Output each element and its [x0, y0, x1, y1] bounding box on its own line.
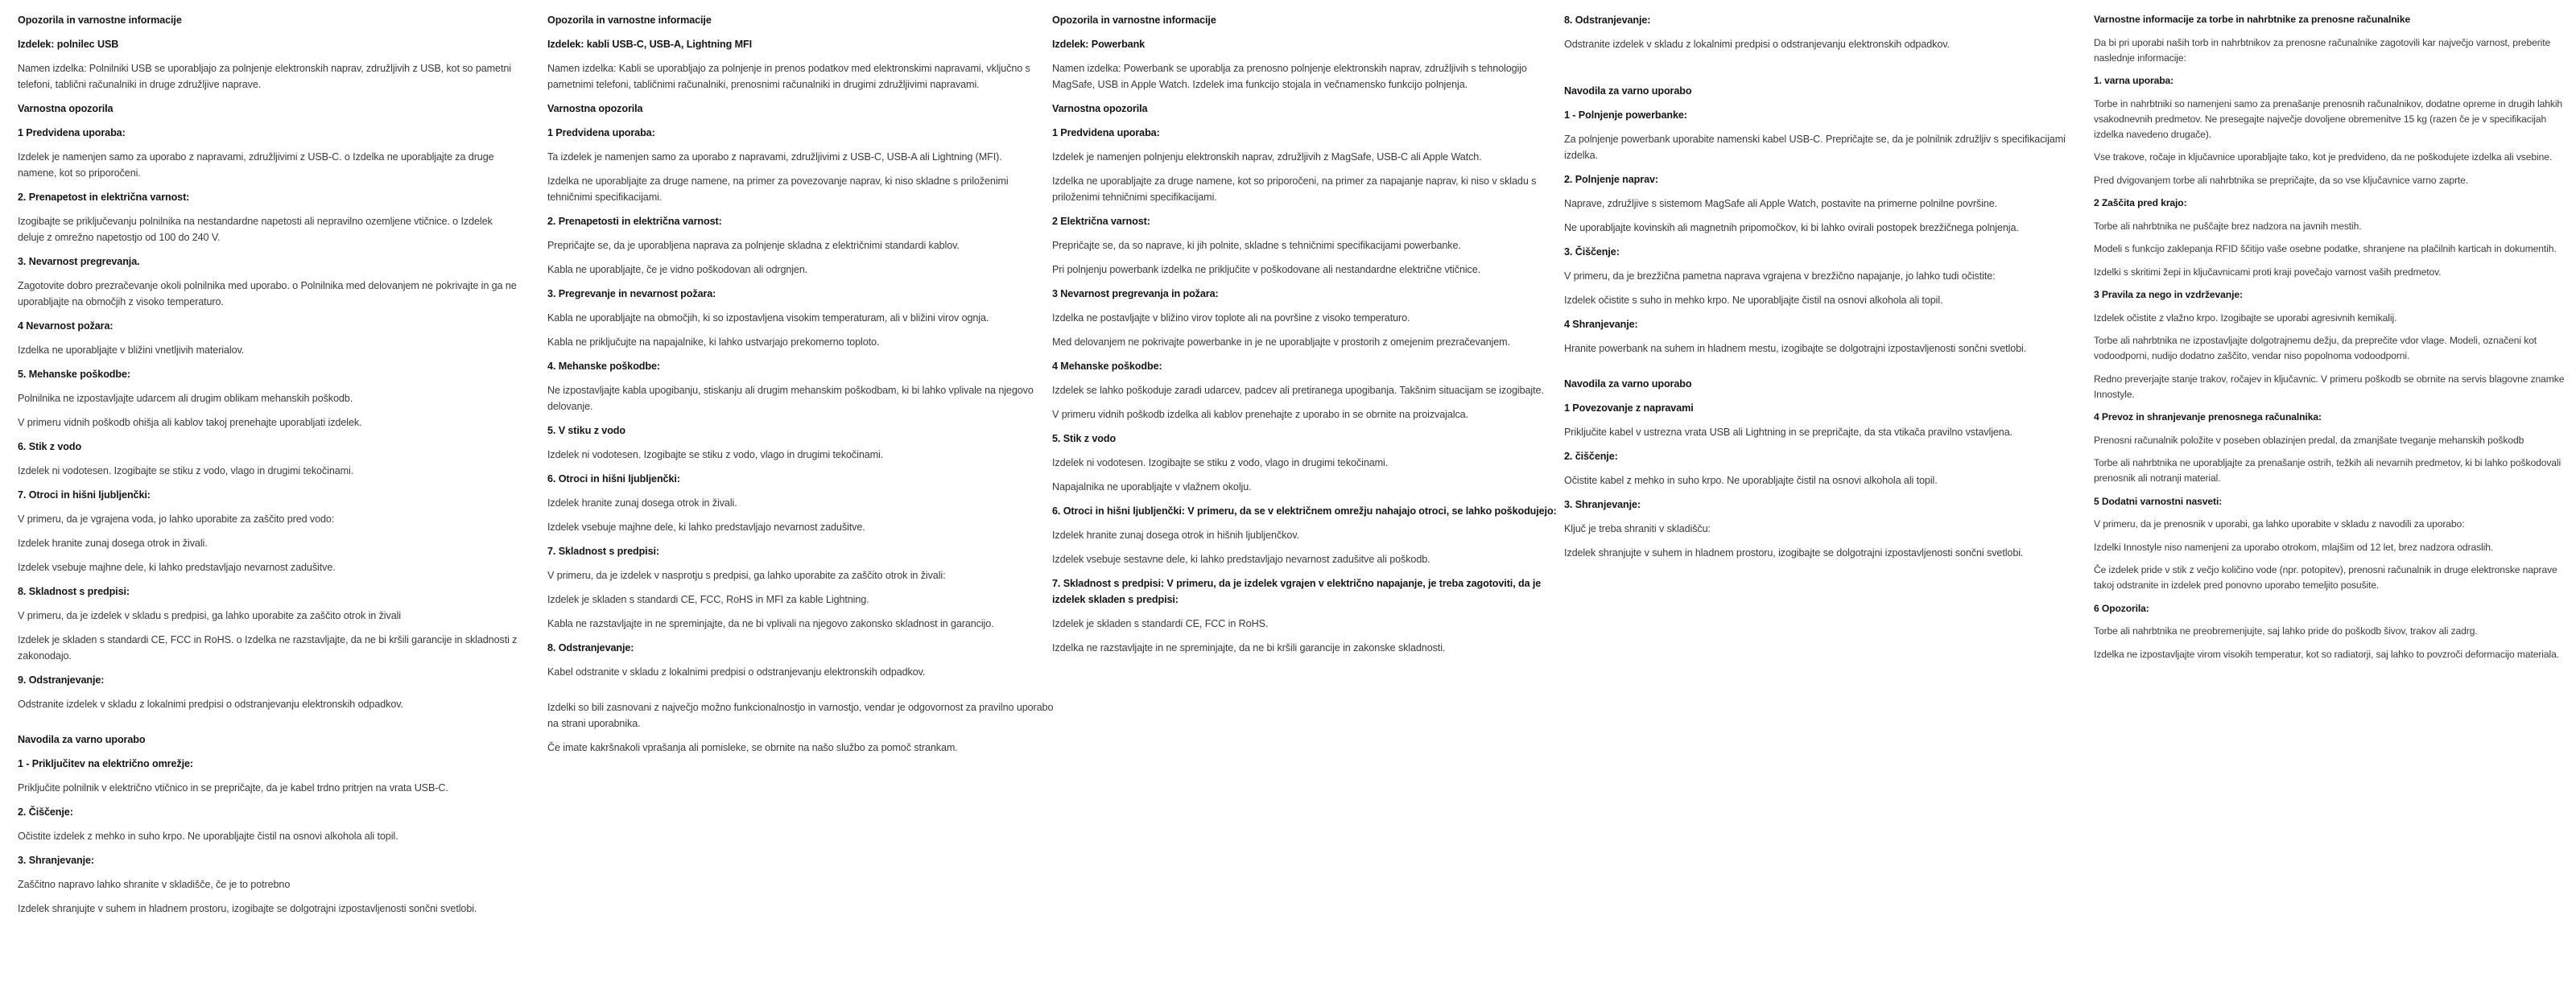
paragraph: Odstranite izdelek v skladu z lokalnimi predpisi o odstranjevanju elektronskih odpadkov.: [1564, 39, 1950, 50]
paragraph: Izdelek hranite zunaj dosega otrok in živali.: [547, 497, 737, 509]
paragraph: Izdelka ne razstavljajte in ne spreminjajte, da ne bi kršili garancije in zakonske skladnosti.: [1052, 642, 1446, 653]
paragraph: Prepričajte se, da so naprave, ki jih polnite, skladne s tehničnimi specifikacijami powerbanke.: [1052, 240, 1461, 251]
paragraph: Izdelek očistite s suho in mehko krpo. Ne uporabljajte čistil na osnovi alkohola ali topil.: [1564, 295, 1943, 306]
paragraph: Odstranite izdelek v skladu z lokalnimi predpisi o odstranjevanju elektronskih odpadkov.: [18, 699, 403, 710]
paragraph: Izdelek se lahko poškoduje zaradi udarcev, padcev ali pretiranega upogibanja. Takšnim situacijam se izogibajte.: [1052, 385, 1544, 396]
paragraph: Torbe ali nahrbtnika ne puščajte brez nadzora na javnih mestih.: [2094, 220, 2362, 232]
section-heading: 4 Mehanske poškodbe:: [1052, 361, 1162, 372]
paragraph: Izdelki s skritimi žepi in ključavnicami proti kraji povečajo varnost vaših predmetov.: [2094, 266, 2442, 278]
section-heading: 2. Prenapetost in električna varnost:: [18, 192, 190, 203]
paragraph: V primeru, da je prenosnik v uporabi, ga lahko uporabite v skladu z navodili za uporabo:: [2094, 518, 2465, 530]
paragraph: Izdelek je skladen s standardi CE, FCC in RoHS.: [1052, 618, 1269, 629]
section-spacer: [1564, 365, 2073, 376]
section-heading: 2 Zaščita pred krajo:: [2094, 197, 2187, 208]
paragraph: Namen izdelka: Polnilniki USB se uporabljajo za polnjenje elektronskih naprav, združljivih z USB, kot so pametni telefoni, tablični računalniki in druge združljive naprave.: [18, 63, 511, 90]
section-heading: 8. Skladnost s predpisi:: [18, 586, 130, 597]
paragraph: Priključite kabel v ustrezna vrata USB ali Lightning in se prepričajte, da sta vtikača pravilno vstavljena.: [1564, 427, 2013, 438]
section-heading: 7. Otroci in hišni ljubljenčki:: [18, 489, 151, 501]
paragraph: Izdelek je skladen s standardi CE, FCC in RoHS. o Izdelka ne razstavljajte, da ne bi kršili garancije in skladnosti z zakonodajo.: [18, 634, 518, 662]
paragraph: Izdelek vsebuje majhne dele, ki lahko predstavljajo nevarnost zadušitve.: [547, 522, 865, 533]
paragraph: Izdelka ne uporabljajte za druge namene, kot so priporočeni, na primer za napajanje naprav, ki niso v skladu s priloženimi tehničnimi specifikacijami.: [1052, 175, 1537, 203]
section-heading: Varnostne informacije za torbe in nahrbtnike za prenosne računalnike: [2094, 14, 2411, 25]
paragraph: V primeru, da je izdelek v skladu s predpisi, ga lahko uporabite za zaščito otrok in živali: [18, 610, 402, 621]
paragraph: Ne izpostavljajte kabla upogibanju, stiskanju ali drugim mehanskim poškodbam, ki bi lahko vplivale na njegovo delovanje.: [547, 385, 1034, 412]
paragraph: Prenosni računalnik položite v poseben oblazinjen predal, da zmanjšate tveganje mehanskih poškodb: [2094, 434, 2524, 446]
paragraph: Prepričajte se, da je uporabljena naprava za polnjenje skladna z električnimi standardi kablov.: [547, 240, 960, 251]
document-column-usb-charger: [18, 12, 518, 925]
paragraph: Izdelka ne postavljajte v bližino virov toplote ali na površine z visoko temperaturo.: [1052, 312, 1410, 324]
paragraph: Izdelka ne uporabljajte v bližini vnetljivih materialov.: [18, 344, 245, 356]
paragraph: Izdelek ni vodotesen. Izogibajte se stiku z vodo, vlago in drugimi tekočinami.: [1052, 457, 1389, 468]
section-heading: 2. Polnjenje naprav:: [1564, 174, 1658, 185]
section-heading: 4 Prevoz in shranjevanje prenosnega računalnika:: [2094, 411, 2322, 423]
section-heading: Izdelek: kabli USB-C, USB-A, Lightning MFI: [547, 39, 752, 50]
section-heading: 1 - Priključitev na električno omrežje:: [18, 758, 193, 769]
section-heading: 1 - Polnjenje powerbanke:: [1564, 109, 1687, 121]
paragraph: Torbe in nahrbtniki so namenjeni samo za prenašanje prenosnih računalnikov, dodatne opreme in drugih lahkih vsakodnevnih predmetov. Ne presegajte največje dovoljene obremenitve 15 kg (razen če je v specifikacijah izdelka navedeno drugače).: [2094, 97, 2563, 140]
section-spacer: [547, 688, 1055, 699]
paragraph: Za polnjenje powerbank uporabite namenski kabel USB-C. Prepričajte se, da je polnilnik združljiv s specifikacijami izdelka.: [1564, 134, 2066, 161]
paragraph: Med delovanjem ne pokrivajte powerbanke in je ne uporabljajte v prostorih z omejenim prezračevanjem.: [1052, 336, 1510, 348]
paragraph: Če izdelek pride v stik z večjo količino vode (npr. potopitev), prenosni računalnik in druge elektronske naprave takoj odstranite in izdelek pred ponovno uporabo temeljito posušite.: [2094, 564, 2557, 591]
paragraph: Zaščitno napravo lahko shranite v skladišče, če je to potrebno: [18, 879, 291, 890]
section-heading: 5. Mehanske poškodbe:: [18, 369, 130, 380]
section-heading: 1. varna uporaba:: [2094, 75, 2174, 86]
paragraph: Pri polnjenju powerbank izdelka ne priključite v poškodovane ali nestandardne električne vtičnice.: [1052, 264, 1481, 275]
paragraph: Izdelek vsebuje sestavne dele, ki lahko predstavljajo nevarnost zadušitve ali poškodb.: [1052, 554, 1430, 565]
paragraph: Če imate kakršnakoli vprašanja ali pomisleke, se obrnite na našo službo za pomoč strankam.: [547, 742, 958, 753]
paragraph: Ta izdelek je namenjen samo za uporabo z napravami, združljivimi z USB-C, USB-A ali Lightning (MFI).: [547, 151, 1002, 163]
paragraph: Izdelek vsebuje majhne dele, ki lahko predstavljajo nevarnost zadušitve.: [18, 562, 336, 573]
document-column-laptop-bags: [2094, 12, 2575, 670]
paragraph: Izdelek hranite zunaj dosega otrok in živali.: [18, 538, 208, 549]
section-spacer: [1564, 60, 2073, 83]
paragraph: Vse trakove, ročaje in ključavnice uporabljajte tako, kot je predvideno, da ne poškodujete izdelka ali vsebine.: [2094, 151, 2553, 163]
section-heading: 3 Nevarnost pregrevanja in požara:: [1052, 288, 1219, 299]
section-heading: 3 Pravila za nego in vzdrževanje:: [2094, 289, 2243, 300]
section-heading: 5 Dodatni varnostni nasveti:: [2094, 495, 2223, 507]
section-heading: Izdelek: polnilec USB: [18, 39, 119, 50]
section-heading: 2 Električna varnost:: [1052, 216, 1150, 227]
paragraph: Kabla ne uporabljajte, če je vidno poškodovan ali odrgnjen.: [547, 264, 808, 275]
document-column-powerbank-usage: [1564, 12, 2073, 569]
section-heading: 6 Opozorila:: [2094, 602, 2149, 614]
paragraph: Izdelka ne uporabljajte za druge namene, na primer za povezovanje naprav, ki niso skladne s priloženimi tehničnimi specifikacijami.: [547, 175, 1009, 203]
section-heading: 3. Čiščenje:: [1564, 246, 1620, 258]
section-heading: 2. Prenapetosti in električna varnost:: [547, 216, 722, 227]
paragraph: Namen izdelka: Kabli se uporabljajo za polnjenje in prenos podatkov med elektronskimi napravami, vključno s pametnimi telefoni, tabličnimi računalniki, prenosnimi računalniki in drugimi združljivimi napravami.: [547, 63, 1030, 90]
paragraph: Izdelek ni vodotesen. Izogibajte se stiku z vodo, vlago in drugimi tekočinami.: [547, 449, 884, 460]
section-heading: Opozorila in varnostne informacije: [547, 14, 712, 26]
paragraph: Torbe ali nahrbtnika ne izpostavljajte dolgotrajnemu dežju, da preprečite vdor vlage. Modeli, označeni kot vodoodporni, nudijo dodatno zaščito, vendar niso popolnoma vodoodporni.: [2094, 335, 2537, 361]
paragraph: Hranite powerbank na suhem in hladnem mestu, izogibajte se dolgotrajni izpostavljenosti sončni svetlobi.: [1564, 343, 2027, 354]
section-heading: Izdelek: Powerbank: [1052, 39, 1146, 50]
document-column-cables: [547, 12, 1055, 764]
paragraph: Ne uporabljajte kovinskih ali magnetnih pripomočkov, ki bi lahko ovirali postopek brezžičnega polnjenja.: [1564, 222, 2019, 233]
section-heading: 1 Predvidena uporaba:: [18, 127, 126, 138]
section-heading: Navodila za varno uporabo: [18, 734, 146, 745]
section-heading: 5. V stiku z vodo: [547, 425, 625, 436]
section-heading: 8. Odstranjevanje:: [547, 642, 634, 653]
paragraph: Izogibajte se priključevanju polnilnika na nestandardne napetosti ali nepravilno ozemljene vtičnice. o Izdelek deluje z omrežno napetostjo od 100 do 240 V.: [18, 216, 493, 243]
paragraph: Izdelki Innostyle niso namenjeni za uporabo otrokom, mlajšim od 12 let, brez nadzora odraslih.: [2094, 541, 2494, 553]
paragraph: Pred dvigovanjem torbe ali nahrbtnika se prepričajte, da so vse ključavnice varno zaprte.: [2094, 174, 2469, 186]
section-heading: Varnostna opozorila: [1052, 103, 1148, 114]
section-heading: 4 Nevarnost požara:: [18, 320, 114, 332]
paragraph: Izdelek shranjujte v suhem in hladnem prostoru, izogibajte se dolgotrajni izpostavljenosti sončni svetlobi.: [1564, 547, 2024, 559]
paragraph: Napajalnika ne uporabljajte v vlažnem okolju.: [1052, 481, 1252, 493]
section-heading: Varnostna opozorila: [547, 103, 643, 114]
section-heading: 6. Stik z vodo: [18, 441, 82, 452]
paragraph: Priključite polnilnik v električno vtičnico in se prepričajte, da je kabel trdno pritrjen na vrata USB-C.: [18, 782, 448, 794]
paragraph: V primeru vidnih poškodb ohišja ali kablov takoj prenehajte uporabljati izdelek.: [18, 417, 362, 428]
paragraph: Redno preverjajte stanje trakov, ročajev in ključavnic. V primeru poškodb se obrnite na servis blagovne znamke Innostyle.: [2094, 373, 2565, 400]
section-heading: 1 Predvidena uporaba:: [1052, 127, 1160, 138]
paragraph: Torbe ali nahrbtnika ne uporabljajte za prenašanje ostrih, težkih ali nevarnih predmetov, ki bi lahko poškodovali prenosnik ali notranji material.: [2094, 457, 2562, 484]
section-heading: Opozorila in varnostne informacije: [1052, 14, 1216, 26]
section-heading: Varnostna opozorila: [18, 103, 114, 114]
paragraph: Da bi pri uporabi naših torb in nahrbtnikov za prenosne računalnike zagotovili kar največjo varnost, preberite naslednje informacije:: [2094, 36, 2551, 64]
paragraph: Izdelek je namenjen polnjenju elektronskih naprav, združljivih z MagSafe, USB-C ali Apple Watch.: [1052, 151, 1482, 163]
paragraph: Zagotovite dobro prezračevanje okoli polnilnika med uporabo. o Polnilnika med delovanjem ne pokrivajte in ga ne uporabljajte na območjih z visoko temperaturo.: [18, 280, 517, 307]
paragraph: Kabla ne uporabljajte na območjih, ki so izpostavljena visokim temperaturam, ali v bližini virov ognja.: [547, 312, 989, 324]
section-heading: 4. Mehanske poškodbe:: [547, 361, 660, 372]
section-heading: 2. Čiščenje:: [18, 806, 73, 818]
paragraph: V primeru vidnih poškodb izdelka ali kablov prenehajte z uporabo in se obrnite na proizvajalca.: [1052, 409, 1468, 420]
paragraph: Izdelek očistite z vlažno krpo. Izogibajte se uporabi agresivnih kemikalij.: [2094, 311, 2397, 324]
section-heading: 7. Skladnost s predpisi: V primeru, da je izdelek vgrajen v električno napajanje, je treba zagotoviti, da je izdelek skladen s predpisi:: [1052, 578, 1542, 605]
paragraph: Izdelek je skladen s standardi CE, FCC, RoHS in MFI za kable Lightning.: [547, 594, 869, 605]
paragraph: Izdelki so bili zasnovani z največjo možno funkcionalnostjo in varnostjo, vendar je odgovornost za pravilno uporabo na strani uporabnika.: [547, 702, 1054, 729]
section-heading: 4 Shranjevanje:: [1564, 319, 1638, 330]
section-spacer: [18, 720, 518, 732]
section-heading: 1 Povezovanje z napravami: [1564, 402, 1694, 414]
section-heading: 6. Otroci in hišni ljubljenčki: V primeru, da se v električnem omrežju nahajajo otroci, se lahko poškodujejo:: [1052, 505, 1557, 517]
section-heading: 3. Shranjevanje:: [1564, 499, 1641, 510]
paragraph: Torbe ali nahrbtnika ne preobremenjujte, saj lahko pride do poškodb šivov, trakov ali zadrg.: [2094, 625, 2478, 637]
paragraph: Očistite kabel z mehko in suho krpo. Ne uporabljajte čistil na osnovi alkohola ali topil.: [1564, 475, 1938, 486]
document-column-powerbank: [1052, 12, 1561, 664]
section-heading: 3. Nevarnost pregrevanja.: [18, 256, 140, 267]
section-heading: Opozorila in varnostne informacije: [18, 14, 182, 26]
section-heading: Navodila za varno uporabo: [1564, 85, 1692, 97]
paragraph: Modeli s funkcijo zaklepanja RFID ščitijo vaše osebne podatke, shranjene na plačilnih karticah in dokumentih.: [2094, 243, 2557, 254]
paragraph: V primeru, da je brezžična pametna naprava vgrajena v brezžično napajanje, jo lahko tudi očistite:: [1564, 270, 1996, 282]
section-heading: 9. Odstranjevanje:: [18, 674, 105, 686]
paragraph: Očistite izdelek z mehko in suho krpo. Ne uporabljajte čistil na osnovi alkohola ali topil.: [18, 831, 398, 842]
section-heading: Navodila za varno uporabo: [1564, 378, 1692, 390]
paragraph: Izdelek je namenjen samo za uporabo z napravami, združljivimi z USB-C. o Izdelka ne uporabljajte za druge namene, kot so priporočeni.: [18, 151, 494, 179]
paragraph: Polnilnika ne izpostavljajte udarcem ali drugim oblikam mehanskih poškodb.: [18, 393, 353, 404]
paragraph: Izdelek shranjujte v suhem in hladnem prostoru, izogibajte se dolgotrajni izpostavljenosti sončni svetlobi.: [18, 903, 477, 914]
section-heading: 2. čiščenje:: [1564, 451, 1618, 462]
paragraph: Ključ je treba shraniti v skladišču:: [1564, 523, 1711, 534]
section-heading: 1 Predvidena uporaba:: [547, 127, 655, 138]
paragraph: Naprave, združljive s sistemom MagSafe ali Apple Watch, postavite na primerne polnilne površine.: [1564, 198, 1998, 209]
section-heading: 7. Skladnost s predpisi:: [547, 546, 659, 557]
section-heading: 3. Shranjevanje:: [18, 855, 94, 866]
section-heading: 5. Stik z vodo: [1052, 433, 1117, 444]
section-heading: 8. Odstranjevanje:: [1564, 14, 1651, 26]
paragraph: Izdelek hranite zunaj dosega otrok in hišnih ljubljenčkov.: [1052, 530, 1299, 541]
paragraph: Kabla ne razstavljajte in ne spreminjajte, da ne bi vplivali na njegovo zakonsko skladnost in garancijo.: [547, 618, 994, 629]
paragraph: Kabel odstranite v skladu z lokalnimi predpisi o odstranjevanju elektronskih odpadkov.: [547, 666, 926, 678]
paragraph: Izdelek ni vodotesen. Izogibajte se stiku z vodo, vlago in drugimi tekočinami.: [18, 465, 354, 476]
paragraph: Izdelka ne izpostavljajte virom visokih temperatur, kot so radiatorji, saj lahko to povzroči deformacijo materiala.: [2094, 648, 2559, 660]
paragraph: V primeru, da je izdelek v nasprotju s predpisi, ga lahko uporabite za zaščito otrok in živali:: [547, 570, 946, 581]
section-heading: 6. Otroci in hišni ljubljenčki:: [547, 473, 680, 484]
section-heading: 3. Pregrevanje in nevarnost požara:: [547, 288, 716, 299]
paragraph: V primeru, da je vgrajena voda, jo lahko uporabite za zaščito pred vodo:: [18, 513, 335, 525]
paragraph: Namen izdelka: Powerbank se uporablja za prenosno polnjenje elektronskih naprav, združljivih s tehnologijo MagSafe, USB in Apple Watch. Izdelek ima funkcijo stojala in večnamensko funkcijo polnjenja.: [1052, 63, 1527, 90]
paragraph: Kabla ne priključujte na napajalnike, ki lahko ustvarjajo prekomerno toploto.: [547, 336, 880, 348]
